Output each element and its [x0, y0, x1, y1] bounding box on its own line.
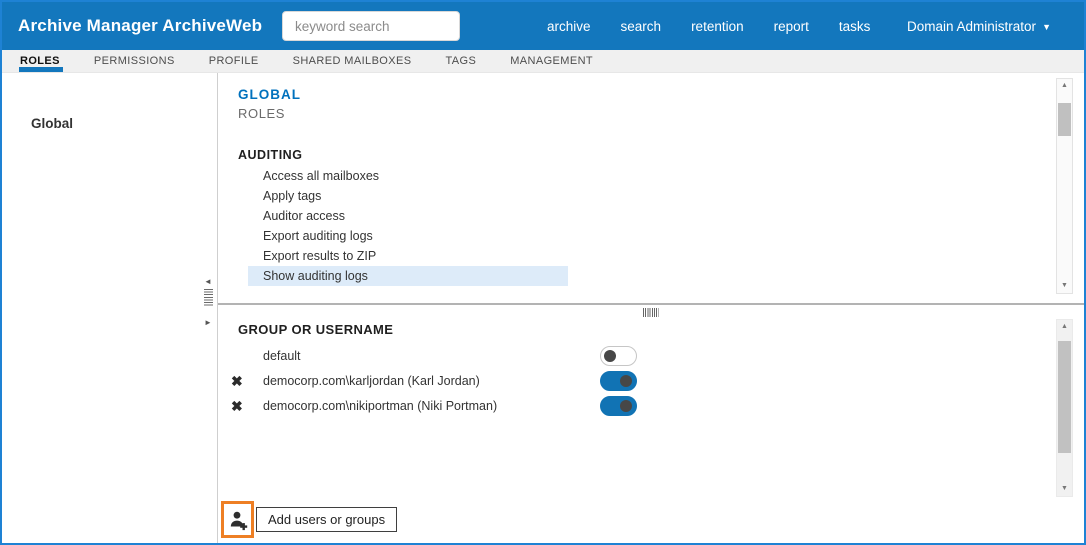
collapse-left-icon[interactable]: ◄ [204, 277, 212, 286]
content-area [2, 73, 1084, 543]
expand-right-icon[interactable]: ► [204, 318, 212, 327]
remove-user-icon[interactable]: ✖ [231, 398, 243, 414]
top-nav-item[interactable]: report [773, 18, 809, 34]
remove-user-icon[interactable]: ✖ [231, 373, 243, 389]
user-row [218, 344, 1084, 369]
scroll-down-icon[interactable]: ▼ [1061, 485, 1068, 492]
scope-title: GLOBAL [238, 87, 301, 102]
tab-bar [2, 50, 1084, 73]
permission-item[interactable]: Show auditing logs [248, 266, 568, 286]
scroll-up-icon[interactable]: ▲ [1061, 82, 1068, 89]
splitter-grip-icon[interactable] [204, 289, 213, 307]
user-row [218, 369, 1084, 394]
tab[interactable]: MANAGEMENT [510, 55, 594, 67]
permission-item[interactable]: Apply tags [263, 189, 322, 203]
top-nav-item[interactable]: search [620, 18, 662, 34]
tab[interactable]: ROLES [3, 50, 77, 72]
tab[interactable]: PROFILE [208, 55, 259, 67]
scroll-down-icon[interactable]: ▼ [1061, 282, 1068, 289]
sidebar-splitter[interactable] [201, 278, 215, 327]
permission-item[interactable]: Export results to ZIP [263, 249, 377, 263]
users-panel [218, 305, 1084, 543]
user-menu-label: Domain Administrator [907, 18, 1037, 34]
permission-item[interactable]: Auditor access [263, 209, 345, 223]
user-name: default [263, 349, 301, 363]
permissions-list [238, 166, 1084, 286]
top-nav-item[interactable]: archive [547, 18, 591, 34]
person-add-icon [228, 509, 248, 531]
tab[interactable]: TAGS [445, 55, 477, 67]
user-rows [218, 344, 1084, 419]
tab[interactable]: SHARED MAILBOXES [292, 55, 412, 67]
enable-toggle[interactable] [600, 371, 637, 391]
top-nav-item[interactable]: tasks [838, 18, 871, 34]
roles-scrollbar[interactable] [1056, 78, 1073, 294]
scope-subtitle: ROLES [238, 106, 286, 121]
app-title: Archive Manager ArchiveWeb [18, 16, 263, 35]
permission-item[interactable]: Access all mailboxes [263, 169, 380, 183]
enable-toggle[interactable] [600, 396, 637, 416]
section-heading-group-or-username: GROUP OR USERNAME [238, 322, 394, 337]
toggle-knob [620, 400, 632, 412]
users-scrollbar[interactable] [1056, 319, 1073, 497]
main-panel [218, 73, 1084, 543]
keyword-search-input[interactable] [282, 11, 460, 41]
scrollbar-thumb[interactable] [1058, 103, 1071, 136]
add-users-icon-button[interactable] [221, 501, 254, 538]
scrollbar-thumb[interactable] [1058, 341, 1071, 453]
roles-panel [218, 73, 1084, 303]
top-nav [547, 2, 870, 50]
section-heading-auditing: AUDITING [238, 148, 303, 162]
add-users-button[interactable]: Add users or groups [256, 507, 397, 532]
caret-down-icon: ▼ [1042, 22, 1051, 32]
scroll-up-icon[interactable]: ▲ [1061, 323, 1068, 330]
top-nav-item[interactable]: retention [691, 18, 744, 34]
toggle-knob [620, 375, 632, 387]
enable-toggle[interactable] [600, 346, 637, 366]
sidebar-item-global[interactable]: Global [31, 116, 74, 131]
user-name: democorp.com\karljordan (Karl Jordan) [263, 374, 480, 388]
sidebar [2, 73, 218, 543]
permission-item[interactable]: Export auditing logs [263, 229, 373, 243]
tab[interactable]: PERMISSIONS [93, 55, 175, 67]
toggle-knob [604, 350, 616, 362]
user-menu[interactable] [907, 2, 1051, 50]
app-header [2, 2, 1084, 50]
user-name: democorp.com\nikiportman (Niki Portman) [263, 399, 498, 413]
user-row [218, 394, 1084, 419]
